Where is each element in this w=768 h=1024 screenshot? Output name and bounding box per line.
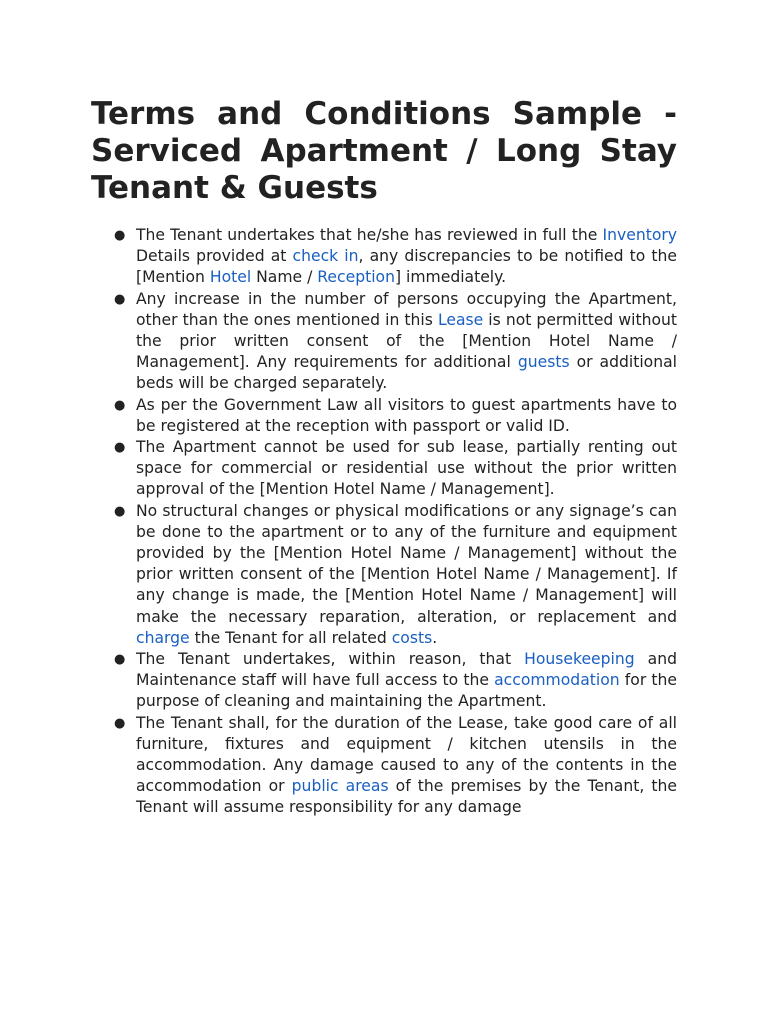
term-link[interactable]: charge [136, 628, 190, 647]
term-text: , any discrepancies to be notified to the [Mention [136, 247, 678, 287]
term-text: is not permitted without the prior written consent of the [Mention Hotel Name / Management]. Any requirements for additional [136, 310, 677, 372]
term-text: Any increase in the number of persons occupying the Apartment, other than the ones mentioned in this [136, 289, 677, 329]
document-page [91, 96, 677, 819]
term-link[interactable]: Lease [437, 310, 484, 329]
term-text: The Tenant undertakes that he/she has reviewed in full the [136, 226, 603, 244]
term-text: ] immediately. [394, 268, 507, 287]
term-item [91, 713, 677, 819]
bullet-icon: ● [114, 291, 126, 307]
bullet-icon: ● [114, 397, 126, 413]
term-link[interactable]: Housekeeping [524, 650, 635, 669]
bullet-icon: ● [114, 228, 126, 243]
document-title: Terms and Conditions Sample - Serviced Apartment / Long Stay Tenant & Guests [91, 96, 677, 206]
term-link[interactable]: Reception [317, 268, 395, 287]
term-text: the Tenant for all related [189, 628, 392, 647]
term-link[interactable]: Hotel [209, 268, 252, 287]
term-text: The Tenant undertakes, within reason, that [136, 650, 525, 669]
term-text: Details provided at [136, 247, 293, 266]
term-link[interactable]: check in [292, 247, 359, 266]
term-link[interactable]: accommodation [494, 671, 620, 690]
bullet-icon: ● [114, 652, 126, 668]
term-text: of the premises by the Tenant, the Tenant will assume responsibility for any damage [136, 777, 677, 817]
term-text: and Maintenance staff will have full access to the [136, 650, 677, 690]
bullet-icon: ● [114, 715, 126, 731]
term-item [91, 395, 677, 437]
term-item [91, 225, 677, 289]
term-text: Name / [251, 268, 318, 287]
term-item [91, 437, 677, 501]
term-text: for the purpose of cleaning and maintaining the Apartment. [136, 671, 677, 711]
term-link[interactable]: costs [391, 628, 433, 647]
term-text: or additional beds will be charged separately. [136, 353, 677, 393]
term-text: The Apartment cannot be used for sub lease, partially renting out space for commercial or residential use without the prior written approval of the [Mention Hotel Name / Management]. [136, 438, 677, 499]
term-text: No structural changes or physical modifications or any signage’s can be done to the apartment or to any of the furniture and equipment provided by the [Mention Hotel Name / Management] without the prior written consent of the [Mention Hotel Name / Management]. If any change is made, the [Mention Hotel Name / Management] will make the necessary reparation, alteration, or replacement and [136, 501, 677, 626]
term-text: As per the Government Law all visitors to guest apartments have to be registered at the reception with passport or valid ID. [136, 395, 677, 435]
term-link[interactable]: Inventory [602, 226, 677, 244]
bullet-icon: ● [114, 440, 126, 456]
term-text: The Tenant shall, for the duration of the Lease, take good care of all furniture, fixtures and equipment / kitchen utensils in the accommodation. Any damage caused to any of the contents in the accommodation or [136, 713, 677, 796]
terms-list [91, 225, 677, 819]
term-link[interactable]: public areas [291, 777, 389, 796]
term-item [91, 289, 677, 395]
term-item [91, 649, 677, 713]
term-text: . [432, 628, 438, 647]
term-item [91, 501, 677, 649]
term-link[interactable]: guests [517, 353, 570, 372]
bullet-icon: ● [114, 503, 126, 519]
